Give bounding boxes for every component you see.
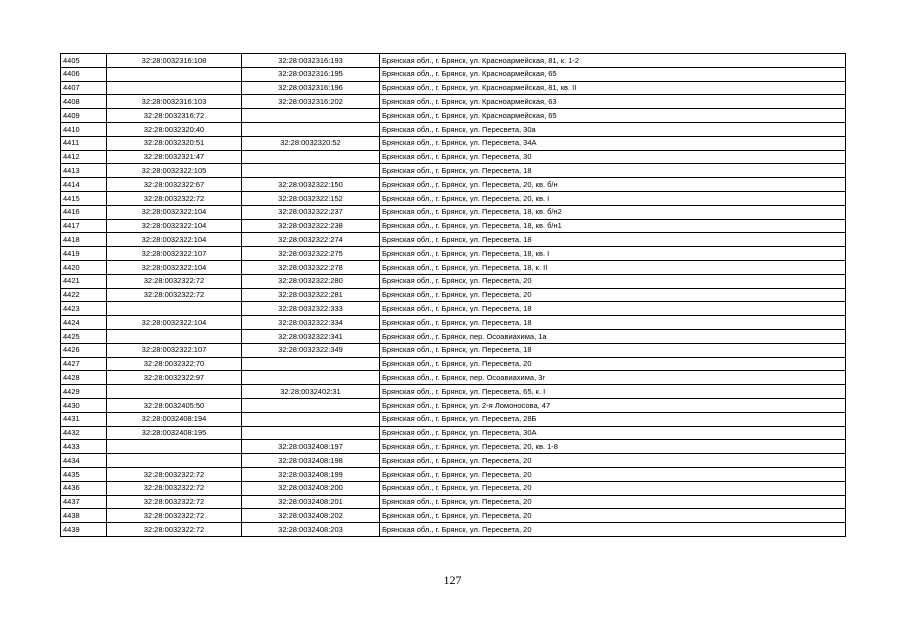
object-cadastral-number-cell — [242, 122, 380, 136]
address-cell: Брянская обл., г. Брянск, ул. Пересвета, 20, кв. б/н — [380, 178, 846, 192]
table-row — [61, 260, 846, 274]
table-row — [61, 371, 846, 385]
row-number-cell: 4405 — [61, 54, 107, 68]
cadastral-table — [60, 53, 846, 537]
address-cell: Брянская обл., г. Брянск, ул. Пересвета, 18, кв. б/н1 — [380, 219, 846, 233]
table-row — [61, 54, 846, 68]
object-cadastral-number-cell: 32:28:0032408:201 — [242, 495, 380, 509]
row-number-cell: 4427 — [61, 357, 107, 371]
address-cell: Брянская обл., г. Брянск, ул. Пересвета, 34А — [380, 136, 846, 150]
row-number-cell: 4429 — [61, 385, 107, 399]
address-cell: Брянская обл., г. Брянск, пер. Осоавиахима, 3г — [380, 371, 846, 385]
row-number-cell: 4421 — [61, 274, 107, 288]
land-cadastral-number-cell — [107, 385, 242, 399]
object-cadastral-number-cell — [242, 412, 380, 426]
table-row — [61, 398, 846, 412]
row-number-cell: 4426 — [61, 343, 107, 357]
table-row — [61, 495, 846, 509]
object-cadastral-number-cell: 32:28:0032316:202 — [242, 95, 380, 109]
table-row — [61, 412, 846, 426]
row-number-cell: 4435 — [61, 467, 107, 481]
land-cadastral-number-cell — [107, 454, 242, 468]
land-cadastral-number-cell: 32:28:0032322:104 — [107, 260, 242, 274]
row-number-cell: 4436 — [61, 481, 107, 495]
row-number-cell: 4410 — [61, 122, 107, 136]
table-row — [61, 316, 846, 330]
table-row — [61, 191, 846, 205]
row-number-cell: 4407 — [61, 81, 107, 95]
row-number-cell: 4428 — [61, 371, 107, 385]
land-cadastral-number-cell: 32:28:0032322:72 — [107, 274, 242, 288]
row-number-cell: 4432 — [61, 426, 107, 440]
address-cell: Брянская обл., г. Брянск, ул. Пересвета, 18, кв. I — [380, 247, 846, 261]
object-cadastral-number-cell — [242, 109, 380, 123]
address-cell: Брянская обл., г. Брянск, ул. Пересвета, 30а — [380, 122, 846, 136]
land-cadastral-number-cell: 32:28:0032322:105 — [107, 164, 242, 178]
table-row — [61, 302, 846, 316]
row-number-cell: 4431 — [61, 412, 107, 426]
row-number-cell: 4413 — [61, 164, 107, 178]
address-cell: Брянская обл., г. Брянск, ул. Пересвета, 20 — [380, 523, 846, 537]
row-number-cell: 4414 — [61, 178, 107, 192]
address-cell: Брянская обл., г. Брянск, ул. Пересвета, 18 — [380, 233, 846, 247]
land-cadastral-number-cell: 32:28:0032320:51 — [107, 136, 242, 150]
address-cell: Брянская обл., г. Брянск, ул. Пересвета, 20 — [380, 357, 846, 371]
row-number-cell: 4422 — [61, 288, 107, 302]
table-row — [61, 440, 846, 454]
address-cell: Брянская обл., г. Брянск, пер. Осоавиахима, 1а — [380, 329, 846, 343]
land-cadastral-number-cell — [107, 81, 242, 95]
address-cell: Брянская обл., г. Брянск, ул. Пересвета, 18 — [380, 316, 846, 330]
land-cadastral-number-cell — [107, 302, 242, 316]
address-cell: Брянская обл., г. Брянск, ул. 2-я Ломоносова, 47 — [380, 398, 846, 412]
object-cadastral-number-cell: 32:28:0032322:150 — [242, 178, 380, 192]
table-row — [61, 467, 846, 481]
row-number-cell: 4411 — [61, 136, 107, 150]
page-number: 127 — [443, 573, 462, 587]
object-cadastral-number-cell — [242, 150, 380, 164]
table-row — [61, 426, 846, 440]
table-row — [61, 357, 846, 371]
object-cadastral-number-cell — [242, 426, 380, 440]
land-cadastral-number-cell: 32:28:0032322:72 — [107, 288, 242, 302]
land-cadastral-number-cell: 32:28:0032322:72 — [107, 467, 242, 481]
land-cadastral-number-cell: 32:28:0032322:107 — [107, 343, 242, 357]
land-cadastral-number-cell: 32:28:0032320:40 — [107, 122, 242, 136]
land-cadastral-number-cell: 32:28:0032322:67 — [107, 178, 242, 192]
table-row — [61, 329, 846, 343]
table-row — [61, 150, 846, 164]
table-row — [61, 385, 846, 399]
row-number-cell: 4434 — [61, 454, 107, 468]
table-row — [61, 205, 846, 219]
table-row — [61, 233, 846, 247]
row-number-cell: 4409 — [61, 109, 107, 123]
table-row — [61, 178, 846, 192]
row-number-cell: 4412 — [61, 150, 107, 164]
table-row — [61, 288, 846, 302]
table-row — [61, 136, 846, 150]
cadastral-table-body — [61, 54, 846, 537]
row-number-cell: 4438 — [61, 509, 107, 523]
land-cadastral-number-cell: 32:28:0032322:70 — [107, 357, 242, 371]
land-cadastral-number-cell: 32:28:0032405:50 — [107, 398, 242, 412]
land-cadastral-number-cell: 32:28:0032322:104 — [107, 316, 242, 330]
row-number-cell: 4437 — [61, 495, 107, 509]
table-row — [61, 509, 846, 523]
land-cadastral-number-cell: 32:28:0032316:108 — [107, 54, 242, 68]
address-cell: Брянская обл., г. Брянск, ул. Пересвета, 20 — [380, 288, 846, 302]
address-cell: Брянская обл., г. Брянск, ул. Красноармейская, 63 — [380, 95, 846, 109]
object-cadastral-number-cell: 32:28:0032322:152 — [242, 191, 380, 205]
table-row — [61, 343, 846, 357]
object-cadastral-number-cell: 32:28:0032322:334 — [242, 316, 380, 330]
row-number-cell: 4416 — [61, 205, 107, 219]
land-cadastral-number-cell — [107, 329, 242, 343]
table-row — [61, 81, 846, 95]
object-cadastral-number-cell — [242, 398, 380, 412]
object-cadastral-number-cell: 32:28:0032322:280 — [242, 274, 380, 288]
address-cell: Брянская обл., г. Брянск, ул. Пересвета, 20, кв. I — [380, 191, 846, 205]
object-cadastral-number-cell: 32:28:0032322:238 — [242, 219, 380, 233]
address-cell: Брянская обл., г. Брянск, ул. Красноармейская, 81, кв. II — [380, 81, 846, 95]
object-cadastral-number-cell — [242, 371, 380, 385]
table-row — [61, 247, 846, 261]
address-cell: Брянская обл., г. Брянск, ул. Пересвета, 20 — [380, 495, 846, 509]
address-cell: Брянская обл., г. Брянск, ул. Красноармейская, 81, к. 1-2 — [380, 54, 846, 68]
table-row — [61, 122, 846, 136]
land-cadastral-number-cell: 32:28:0032322:72 — [107, 191, 242, 205]
land-cadastral-number-cell: 32:28:0032316:103 — [107, 95, 242, 109]
object-cadastral-number-cell: 32:28:0032322:237 — [242, 205, 380, 219]
land-cadastral-number-cell: 32:28:0032322:72 — [107, 481, 242, 495]
row-number-cell: 4406 — [61, 67, 107, 81]
table-row — [61, 67, 846, 81]
address-cell: Брянская обл., г. Брянск, ул. Пересвета, 28Б — [380, 412, 846, 426]
address-cell: Брянская обл., г. Брянск, ул. Пересвета, 20 — [380, 481, 846, 495]
table-row — [61, 95, 846, 109]
address-cell: Брянская обл., г. Брянск, ул. Красноармейская, 65 — [380, 67, 846, 81]
object-cadastral-number-cell: 32:28:0032408:202 — [242, 509, 380, 523]
land-cadastral-number-cell: 32:28:0032321:47 — [107, 150, 242, 164]
object-cadastral-number-cell: 32:28:0032322:349 — [242, 343, 380, 357]
land-cadastral-number-cell: 32:28:0032322:107 — [107, 247, 242, 261]
object-cadastral-number-cell — [242, 357, 380, 371]
land-cadastral-number-cell — [107, 67, 242, 81]
object-cadastral-number-cell: 32:28:0032322:333 — [242, 302, 380, 316]
object-cadastral-number-cell: 32:28:0032408:200 — [242, 481, 380, 495]
land-cadastral-number-cell: 32:28:0032322:104 — [107, 219, 242, 233]
address-cell: Брянская обл., г. Брянск, ул. Пересвета, 20 — [380, 509, 846, 523]
land-cadastral-number-cell: 32:28:0032408:195 — [107, 426, 242, 440]
address-cell: Брянская обл., г. Брянск, ул. Пересвета, 18 — [380, 164, 846, 178]
land-cadastral-number-cell: 32:28:0032322:72 — [107, 523, 242, 537]
row-number-cell: 4420 — [61, 260, 107, 274]
address-cell: Брянская обл., г. Брянск, ул. Пересвета, 18 — [380, 302, 846, 316]
table-row — [61, 109, 846, 123]
table-row — [61, 274, 846, 288]
land-cadastral-number-cell: 32:28:0032322:72 — [107, 495, 242, 509]
land-cadastral-number-cell: 32:28:0032322:72 — [107, 509, 242, 523]
row-number-cell: 4430 — [61, 398, 107, 412]
row-number-cell: 4419 — [61, 247, 107, 261]
table-row — [61, 523, 846, 537]
land-cadastral-number-cell: 32:28:0032316:72 — [107, 109, 242, 123]
address-cell: Брянская обл., г. Брянск, ул. Пересвета, 18, к. II — [380, 260, 846, 274]
object-cadastral-number-cell: 32:28:0032316:195 — [242, 67, 380, 81]
object-cadastral-number-cell: 32:28:0032322:341 — [242, 329, 380, 343]
object-cadastral-number-cell: 32:28:0032322:281 — [242, 288, 380, 302]
object-cadastral-number-cell: 32:28:0032320:52 — [242, 136, 380, 150]
address-cell: Брянская обл., г. Брянск, ул. Пересвета, 30А — [380, 426, 846, 440]
address-cell: Брянская обл., г. Брянск, ул. Пересвета, 18, кв. б/н2 — [380, 205, 846, 219]
address-cell: Брянская обл., г. Брянск, ул. Пересвета, 20 — [380, 274, 846, 288]
row-number-cell: 4423 — [61, 302, 107, 316]
table-row — [61, 454, 846, 468]
object-cadastral-number-cell — [242, 164, 380, 178]
address-cell: Брянская обл., г. Брянск, ул. Пересвета, 20, кв. 1-8 — [380, 440, 846, 454]
address-cell: Брянская обл., г. Брянск, ул. Пересвета, 30 — [380, 150, 846, 164]
object-cadastral-number-cell: 32:28:0032408:198 — [242, 454, 380, 468]
row-number-cell: 4417 — [61, 219, 107, 233]
object-cadastral-number-cell: 32:28:0032322:278 — [242, 260, 380, 274]
row-number-cell: 4439 — [61, 523, 107, 537]
object-cadastral-number-cell: 32:28:0032402:31 — [242, 385, 380, 399]
row-number-cell: 4408 — [61, 95, 107, 109]
row-number-cell: 4433 — [61, 440, 107, 454]
object-cadastral-number-cell: 32:28:0032408:197 — [242, 440, 380, 454]
address-cell: Брянская обл., г. Брянск, ул. Пересвета, 20 — [380, 454, 846, 468]
land-cadastral-number-cell — [107, 440, 242, 454]
address-cell: Брянская обл., г. Брянск, ул. Красноармейская, 65 — [380, 109, 846, 123]
object-cadastral-number-cell: 32:28:0032408:199 — [242, 467, 380, 481]
table-row — [61, 219, 846, 233]
object-cadastral-number-cell: 32:28:0032322:275 — [242, 247, 380, 261]
land-cadastral-number-cell: 32:28:0032322:104 — [107, 205, 242, 219]
object-cadastral-number-cell: 32:28:0032322:274 — [242, 233, 380, 247]
object-cadastral-number-cell: 32:28:0032316:196 — [242, 81, 380, 95]
row-number-cell: 4424 — [61, 316, 107, 330]
object-cadastral-number-cell: 32:28:0032408:203 — [242, 523, 380, 537]
address-cell: Брянская обл., г. Брянск, ул. Пересвета, 65, к. I — [380, 385, 846, 399]
row-number-cell: 4418 — [61, 233, 107, 247]
table-row — [61, 164, 846, 178]
row-number-cell: 4425 — [61, 329, 107, 343]
table-row — [61, 481, 846, 495]
land-cadastral-number-cell: 32:28:0032322:104 — [107, 233, 242, 247]
land-cadastral-number-cell: 32:28:0032322:97 — [107, 371, 242, 385]
land-cadastral-number-cell: 32:28:0032408:194 — [107, 412, 242, 426]
object-cadastral-number-cell: 32:28:0032316:193 — [242, 54, 380, 68]
address-cell: Брянская обл., г. Брянск, ул. Пересвета, 20 — [380, 467, 846, 481]
row-number-cell: 4415 — [61, 191, 107, 205]
address-cell: Брянская обл., г. Брянск, ул. Пересвета, 18 — [380, 343, 846, 357]
